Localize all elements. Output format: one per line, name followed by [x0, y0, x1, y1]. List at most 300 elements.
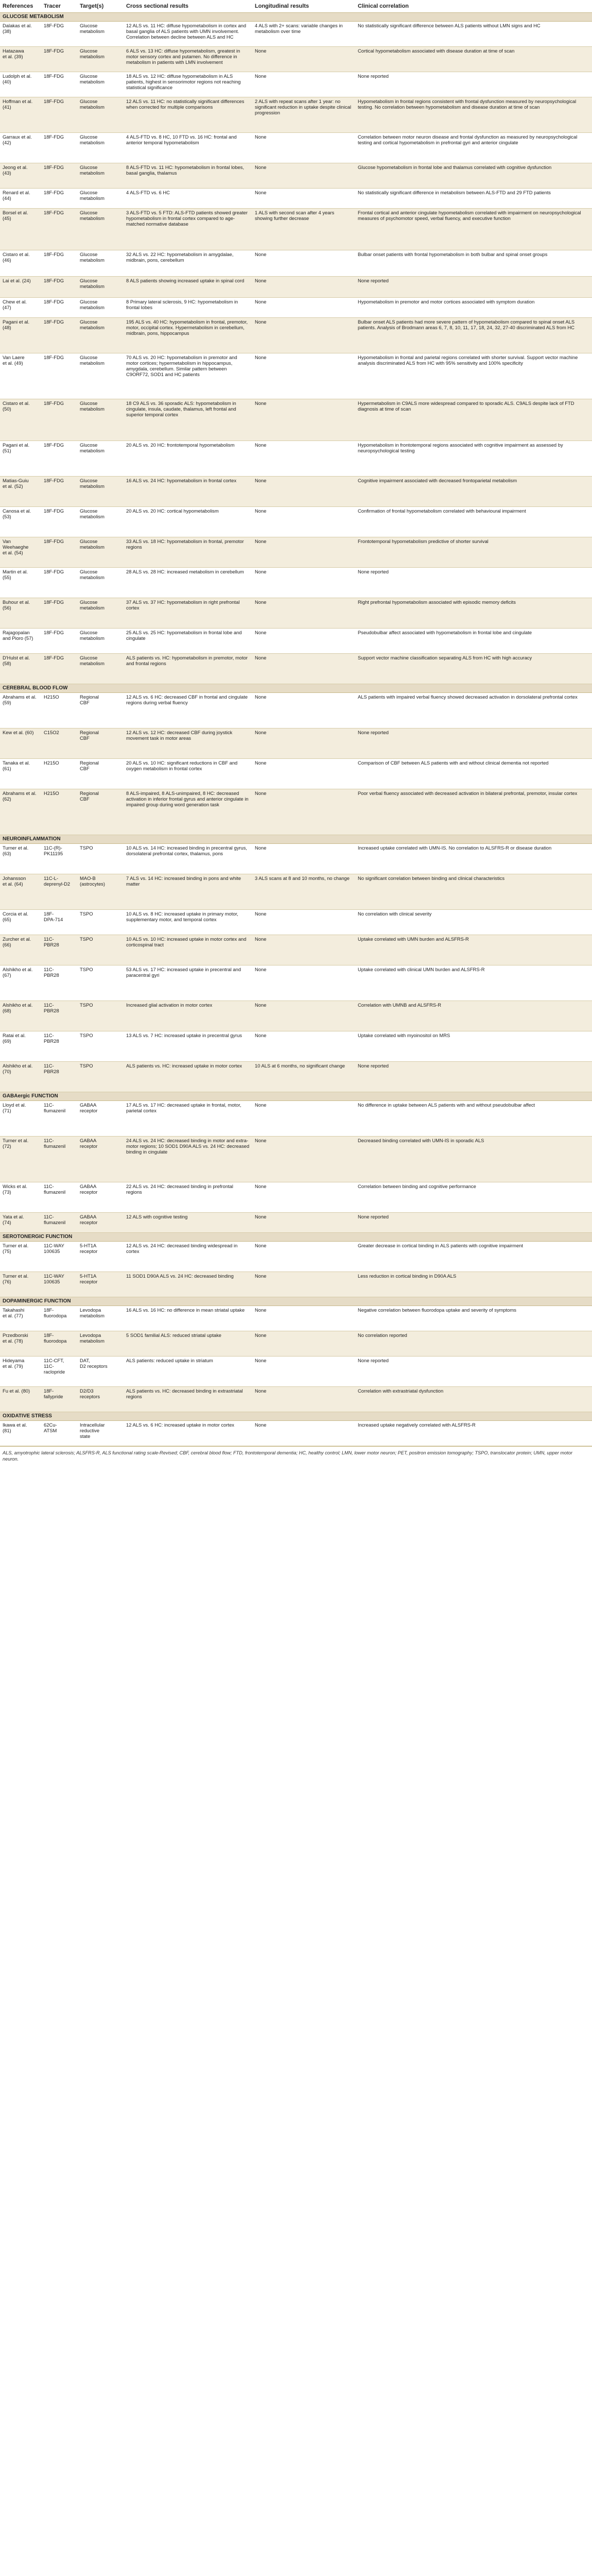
clinical-cell: No statistically significant difference between ALS patients without LMN signs and HC	[358, 23, 541, 28]
section-rows	[0, 1242, 592, 1297]
reference-cell: Ludolph et al. (40)	[3, 73, 32, 84]
clinical-cell: Uptake correlated with clinical UMN burden and ALSFRS-R	[358, 967, 485, 972]
reference-cell: Alshikho et al. (70)	[3, 1063, 33, 1074]
target-cell: Glucose metabolism	[80, 442, 105, 453]
table-row	[0, 250, 592, 277]
table-row	[0, 1101, 592, 1137]
table-row	[0, 654, 592, 684]
cross-sectional-cell: 8 ALS-FTD vs. 11 HC: hypometabolism in frontal lobes, basal ganglia, thalamus	[126, 164, 245, 176]
clinical-cell: None reported	[358, 569, 389, 574]
longitudinal-cell: None	[255, 400, 267, 406]
section-rows	[0, 1101, 592, 1233]
reference-cell: Hideyama et al. (79)	[3, 1358, 25, 1369]
cross-sectional-cell: 24 ALS vs. 24 HC: decreased binding in motor and extra-motor regions; 10 SOD1 D90A ALS vs. 24 HC: decreased binding in cingulate	[126, 1138, 250, 1155]
reference-cell: Alshikho et al. (68)	[3, 1002, 33, 1013]
cross-sectional-cell: 7 ALS vs. 14 HC: increased binding in pons and white matter	[126, 875, 241, 887]
tracer-cell: 18F-FDG	[44, 299, 64, 304]
table-row	[0, 1357, 592, 1387]
longitudinal-cell: None	[255, 1214, 267, 1219]
reference-cell: Matias-Guiu et al. (52)	[3, 478, 29, 489]
tracer-cell: 11C- PBR28	[44, 1032, 59, 1044]
clinical-cell: Glucose hypometabolism in frontal lobe and thalamus correlated with cognitive dysfunction	[358, 164, 552, 170]
table-footnote: ALS, amyotrophic lateral sclerosis; ALSFRS-R, ALS functional rating scale-Revised; CBF, cerebral blood flow; FTD, frontotemporal dementia; HC, healthy control; LMN, lower motor neuron; PET, positron emission tomography; TSPO, translocator protein; UMN, upper motor neuron.	[0, 1446, 592, 1465]
tracer-cell: H215O	[44, 694, 59, 700]
clinical-cell: No correlation with clinical severity	[358, 911, 432, 917]
table-row	[0, 1001, 592, 1031]
target-cell: 5-HT1A receptor	[80, 1273, 98, 1284]
cross-sectional-cell: 6 ALS vs. 13 HC: diffuse hypometabolism, greatest in motor sensory cortex and putamen. No difference in metabolism in patients with LMN involvement	[126, 48, 240, 65]
clinical-cell: Hypometabolism in premotor and motor cortices associated with symptom duration	[358, 299, 535, 304]
target-cell: Glucose metabolism	[80, 569, 105, 580]
clinical-cell: Right prefrontal hypometabolism associated with episodic memory deficits	[358, 599, 516, 605]
tracer-cell: 11C- PBR28	[44, 1002, 59, 1013]
tracer-cell: 18F-FDG	[44, 164, 64, 170]
longitudinal-cell: 3 ALS scans at 8 and 10 months, no change	[255, 875, 350, 881]
clinical-cell: Pseudobulbar affect associated with hypometabolism in frontal lobe and cingulate	[358, 630, 532, 635]
clinical-cell: None reported	[358, 1063, 389, 1069]
reference-cell: Corcia et al. (65)	[3, 911, 29, 922]
table-row	[0, 277, 592, 298]
tracer-cell: 11C- flumazenil	[44, 1138, 66, 1149]
clinical-cell: Poor verbal fluency associated with decreased activation in bilateral prefrontal, premotor, insular cortex	[358, 790, 578, 796]
table-row	[0, 874, 592, 910]
tracer-cell: 18F-FDG	[44, 190, 64, 195]
longitudinal-cell: None	[255, 1138, 267, 1143]
reference-cell: Renard et al. (44)	[3, 190, 30, 201]
clinical-cell: Hypometabolism in frontal regions consistent with frontal dysfunction measured by neuropsychological testing. No correlation between hypometabolism and disease duration at time of scan	[358, 98, 577, 110]
clinical-cell: None reported	[358, 730, 389, 735]
target-cell: Levodopa metabolism	[80, 1332, 105, 1344]
clinical-cell: Less reduction in cortical binding in D90A ALS	[358, 1273, 457, 1279]
target-cell: Glucose metabolism	[80, 98, 105, 110]
table-row	[0, 399, 592, 441]
reference-cell: Alshikho et al. (67)	[3, 967, 33, 978]
tracer-cell: 11C-WAY 100635	[44, 1273, 64, 1284]
cross-sectional-cell: 8 ALS-impaired, 8 ALS-unimpaired, 8 HC: decreased activation in inferior frontal gyrus and anterior cingulate in impaired group during word generation task	[126, 790, 249, 807]
clinical-cell: None reported	[358, 73, 389, 79]
section-heading: CEREBRAL BLOOD FLOW	[0, 684, 592, 693]
table-row	[0, 537, 592, 568]
reference-cell: D'Hulst et al. (58)	[3, 655, 30, 666]
cross-sectional-cell: 3 ALS-FTD vs. 5 FTD: ALS-FTD patients showed greater hypometabolism in frontal cortex compared to age-matched normative database	[126, 210, 248, 227]
table-row	[0, 1421, 592, 1446]
tracer-cell: 18F- fallypride	[44, 1388, 63, 1399]
longitudinal-cell: None	[255, 299, 267, 304]
tracer-cell: 18F-FDG	[44, 599, 64, 605]
tracer-cell: 18F-FDG	[44, 73, 64, 79]
reference-cell: Abrahams et al. (59)	[3, 694, 37, 705]
longitudinal-cell: None	[255, 48, 267, 54]
target-cell: Glucose metabolism	[80, 210, 105, 221]
table-row	[0, 910, 592, 935]
cross-sectional-cell: 12 ALS vs. 11 HC: no statistically significant differences when corrected for multiple comparisons	[126, 98, 245, 110]
tracer-cell: 11C- PBR28	[44, 967, 59, 978]
reference-cell: Hatazawa et al. (39)	[3, 48, 24, 59]
reference-cell: Tanaka et al. (61)	[3, 760, 30, 771]
cross-sectional-cell: 37 ALS vs. 37 HC: hypometabolism in right prefrontal cortex	[126, 599, 240, 611]
tracer-cell: 18F-FDG	[44, 478, 64, 483]
table-row	[0, 507, 592, 537]
cross-sectional-cell: ALS patients: reduced uptake in striatum	[126, 1358, 213, 1363]
cross-sectional-cell: 12 ALS vs. 12 HC: decreased CBF during joystick movement task in motor areas	[126, 730, 233, 741]
longitudinal-cell: None	[255, 278, 267, 283]
tracer-cell: H215O	[44, 790, 59, 796]
clinical-cell: Decreased binding correlated with UMN-IS in sporadic ALS	[358, 1138, 484, 1143]
section-rows	[0, 22, 592, 684]
longitudinal-cell: None	[255, 694, 267, 700]
table-row	[0, 598, 592, 629]
cross-sectional-cell: 32 ALS vs. 22 HC: hypometabolism in amygdalae, midbrain, pons, cerebellum	[126, 251, 234, 263]
clinical-cell: Correlation with UMNB and ALSFRS-R	[358, 1002, 442, 1008]
clinical-cell: Correlation between binding and cognitive performance	[358, 1183, 476, 1189]
cross-sectional-cell: 10 ALS vs. 10 HC: increased uptake in motor cortex and corticospinal tract	[126, 936, 247, 947]
tracer-cell: 18F- fluorodopa	[44, 1332, 67, 1344]
reference-cell: Lloyd et al. (71)	[3, 1102, 26, 1113]
cross-sectional-cell: 20 ALS vs. 20 HC: cortical hypometabolism	[126, 508, 219, 514]
target-cell: TSPO	[80, 967, 93, 972]
column-header-clinical: Clinical correlation	[358, 3, 409, 9]
table-row	[0, 844, 592, 874]
section-heading: NEUROINFLAMMATION	[0, 835, 592, 844]
reference-cell: Cistaro et al. (46)	[3, 251, 30, 263]
cross-sectional-cell: ALS patients vs. HC: decreased binding in extrastriatal regions	[126, 1388, 243, 1399]
tracer-cell: 18F-FDG	[44, 442, 64, 448]
cross-sectional-cell: 10 ALS vs. 8 HC: increased uptake in primary motor, supplementary motor, and temporal cortex	[126, 911, 238, 922]
target-cell: Glucose metabolism	[80, 299, 105, 310]
table-row	[0, 318, 592, 353]
tracer-cell: 18F-FDG	[44, 569, 64, 574]
table-row	[0, 441, 592, 477]
section-rows	[0, 1306, 592, 1412]
cross-sectional-cell: Increased glial activation in motor cortex	[126, 1002, 213, 1008]
table-row	[0, 1387, 592, 1412]
clinical-cell: Increased uptake negatively correlated with ALSFRS-R	[358, 1422, 476, 1428]
cross-sectional-cell: 16 ALS vs. 24 HC: hypometabolism in frontal cortex	[126, 478, 237, 483]
cross-sectional-cell: 4 ALS-FTD vs. 8 HC, 10 FTD vs. 16 HC: frontal and anterior temporal hypometabolism	[126, 134, 237, 145]
reference-cell: Lai et al. (24)	[3, 278, 31, 283]
table-body	[0, 13, 592, 1446]
reference-cell: Kew et al. (60)	[3, 730, 34, 735]
table-row	[0, 629, 592, 654]
table-row	[0, 477, 592, 507]
longitudinal-cell: None	[255, 1332, 267, 1338]
longitudinal-cell: None	[255, 1422, 267, 1428]
tracer-cell: 11C- PBR28	[44, 936, 59, 947]
clinical-cell: ALS patients with impaired verbal fluency showed decreased activation in dorsolateral prefrontal cortex	[358, 694, 578, 700]
target-cell: D2/D3 receptors	[80, 1388, 100, 1399]
clinical-cell: Comparison of CBF between ALS patients with and without clinical dementia not reported	[358, 760, 549, 766]
table-row	[0, 935, 592, 965]
longitudinal-cell: None	[255, 936, 267, 942]
longitudinal-cell: 2 ALS with repeat scans after 1 year: no significant reduction in uptake despite clinical progression	[255, 98, 352, 115]
clinical-cell: Bulbar onset patients with frontal hypometabolism in both bulbar and spinal onset groups	[358, 251, 548, 257]
target-cell: Glucose metabolism	[80, 538, 105, 550]
target-cell: Glucose metabolism	[80, 23, 105, 34]
clinical-cell: Increased uptake correlated with UMN-IS. No correlation to ALSFRS-R or disease duration	[358, 845, 552, 851]
target-cell: Glucose metabolism	[80, 134, 105, 145]
longitudinal-cell: None	[255, 319, 267, 325]
tracer-cell: 18F-FDG	[44, 48, 64, 54]
column-header-cross-sectional: Cross sectional results	[126, 3, 189, 9]
target-cell: GABAA receptor	[80, 1183, 98, 1195]
longitudinal-cell: None	[255, 599, 267, 605]
cross-sectional-cell: 25 ALS vs. 25 HC: hypometabolism in frontal lobe and cingulate	[126, 630, 242, 641]
longitudinal-cell: None	[255, 1102, 267, 1108]
longitudinal-cell: None	[255, 655, 267, 660]
cross-sectional-cell: 18 ALS vs. 12 HC: diffuse hypometabolism in ALS patients, highest in sensorimotor regions not reaching statistical significance	[126, 73, 241, 90]
longitudinal-cell: None	[255, 508, 267, 514]
cross-sectional-cell: 53 ALS vs. 17 HC: increased uptake in precentral and paracentral gyri	[126, 967, 241, 978]
section-heading: GLUCOSE METABOLISM	[0, 13, 592, 22]
clinical-cell: Uptake correlated with UMN burden and ALSFRS-R	[358, 936, 469, 942]
longitudinal-cell: None	[255, 1243, 267, 1248]
target-cell: Glucose metabolism	[80, 164, 105, 176]
table-row	[0, 759, 592, 789]
table-row	[0, 1272, 592, 1297]
cross-sectional-cell: 16 ALS vs. 16 HC: no difference in mean striatal uptake	[126, 1307, 245, 1313]
target-cell: GABAA receptor	[80, 1138, 98, 1149]
section-heading: DOPAMINERGIC FUNCTION	[0, 1297, 592, 1306]
target-cell: TSPO	[80, 845, 93, 851]
column-header-longitudinal: Longitudinal results	[255, 3, 309, 9]
cross-sectional-cell: 33 ALS vs. 18 HC: hypometabolism in frontal, premotor regions	[126, 538, 244, 550]
table-row	[0, 298, 592, 318]
target-cell: Regional CBF	[80, 694, 99, 705]
table-row	[0, 47, 592, 72]
tracer-cell: 62Cu- ATSM	[44, 1422, 57, 1433]
reference-cell: Turner et al. (72)	[3, 1138, 29, 1149]
reference-cell: Jeong et al. (43)	[3, 164, 28, 176]
reference-cell: Abrahams et al. (62)	[3, 790, 37, 802]
target-cell: DAT, D2 receptors	[80, 1358, 108, 1369]
longitudinal-cell: None	[255, 1273, 267, 1279]
clinical-cell: Hypometabolism in frontotemporal regions associated with cognitive impairment as assessed by neuropsychological testing	[358, 442, 563, 453]
cross-sectional-cell: 70 ALS vs. 20 HC: hypometabolism in premotor and motor cortices; hypermetabolism in hippocampus, amygdala, cerebellum. Similar pattern between C9ORF72, SOD1 and HC patients	[126, 354, 237, 377]
clinical-cell: Correlation between motor neuron disease and frontal dysfunction as measured by neuropsychological testing and cortical hypometabolism in prefrontal gyri and anterior cingulate	[358, 134, 578, 145]
cross-sectional-cell: ALS patients vs. HC: increased uptake in motor cortex	[126, 1063, 242, 1069]
longitudinal-cell: None	[255, 911, 267, 917]
tracer-cell: 18F- DPA-714	[44, 911, 63, 922]
cross-sectional-cell: 12 ALS vs. 11 HC: diffuse hypometabolism in cortex and basal ganglia of ALS patients with UMN involvement. Correlation between decline between ALS and HC	[126, 23, 247, 40]
clinical-cell: Hypermetabolism in C9ALS more widespread compared to sporadic ALS. C9ALS despite lack of FTD diagnosis at time of scan	[358, 400, 574, 412]
target-cell: Glucose metabolism	[80, 478, 105, 489]
longitudinal-cell: None	[255, 1183, 267, 1189]
column-header-targets: Target(s)	[80, 3, 104, 9]
cross-sectional-cell: 195 ALS vs. 40 HC: hypometabolism in frontal, premotor, motor, occipital cortex. Hypermetabolism in cerebellum, midbrain, pons, hippocampus	[126, 319, 248, 336]
table-row	[0, 789, 592, 835]
longitudinal-cell: None	[255, 73, 267, 79]
tracer-cell: 18F-FDG	[44, 508, 64, 514]
longitudinal-cell: None	[255, 760, 267, 766]
table-row	[0, 209, 592, 250]
tracer-cell: 18F-FDG	[44, 319, 64, 325]
table-header	[0, 0, 592, 13]
table-row	[0, 72, 592, 97]
table-row	[0, 1031, 592, 1062]
longitudinal-cell: None	[255, 1032, 267, 1038]
clinical-cell: Negative correlation between fluorodopa uptake and severity of symptoms	[358, 1307, 516, 1313]
reference-cell: Zurcher et al. (66)	[3, 936, 31, 947]
reference-cell: Johansson et al. (64)	[3, 875, 26, 887]
tracer-cell: 11C-(R)- PK11195	[44, 845, 63, 856]
tracer-cell: 18F-FDG	[44, 134, 64, 140]
target-cell: Glucose metabolism	[80, 400, 105, 412]
target-cell: Regional CBF	[80, 760, 99, 771]
column-header-tracer: Tracer	[44, 3, 61, 9]
longitudinal-cell: None	[255, 730, 267, 735]
cross-sectional-cell: 13 ALS vs. 7 HC: increased uptake in precentral gyrus	[126, 1032, 242, 1038]
column-header-references: References	[3, 3, 33, 9]
target-cell: TSPO	[80, 1063, 93, 1069]
clinical-cell: Cortical hypometabolism associated with disease duration at time of scan	[358, 48, 515, 54]
target-cell: Glucose metabolism	[80, 48, 105, 59]
reference-cell: Wicks et al. (73)	[3, 1183, 27, 1195]
target-cell: Glucose metabolism	[80, 508, 105, 519]
cross-sectional-cell: 11 SOD1 D90A ALS vs. 24 HC: decreased binding	[126, 1273, 234, 1279]
cross-sectional-cell: ALS patients vs. HC: hypometabolism in premotor, motor and frontal regions	[126, 655, 248, 666]
tracer-cell: 11C- PBR28	[44, 1063, 59, 1074]
target-cell: Regional CBF	[80, 730, 99, 741]
cross-sectional-cell: 18 C9 ALS vs. 36 sporadic ALS: hypometabolism in cingulate, insula, caudate, thalamus, left frontal and superior temporal cortex	[126, 400, 236, 417]
cross-sectional-cell: 20 ALS vs. 10 HC: significant reductions in CBF and oxygen metabolism in frontal cortex	[126, 760, 238, 771]
longitudinal-cell: None	[255, 1358, 267, 1363]
clinical-cell: Confirmation of frontal hypometabolism correlated with behavioural impairment	[358, 508, 526, 514]
target-cell: Glucose metabolism	[80, 278, 105, 289]
table-row	[0, 568, 592, 598]
target-cell: TSPO	[80, 936, 93, 942]
longitudinal-cell: 10 ALS at 6 months, no significant change	[255, 1063, 345, 1069]
tracer-cell: 18F-FDG	[44, 538, 64, 544]
longitudinal-cell: None	[255, 190, 267, 195]
longitudinal-cell: None	[255, 251, 267, 257]
reference-cell: Canosa et al. (53)	[3, 508, 31, 519]
clinical-cell: Bulbar onset ALS patients had more severe pattern of hypometabolism compared to spinal onset ALS patients. Analysis of Brodmann areas 6, 7, 8, 10, 11, 17, 18, 24, 32, 27-40 discriminated ALS from HC	[358, 319, 575, 330]
clinical-cell: Correlation with extrastriatal dysfunction	[358, 1388, 444, 1394]
target-cell: TSPO	[80, 911, 93, 917]
tracer-cell: 18F-FDG	[44, 278, 64, 283]
target-cell: Glucose metabolism	[80, 190, 105, 201]
reference-cell: Hoffman et al. (41)	[3, 98, 33, 110]
reference-cell: Dalakas et al. (38)	[3, 23, 32, 34]
target-cell: Intracellular reductive state	[80, 1422, 105, 1439]
target-cell: Glucose metabolism	[80, 655, 105, 666]
tracer-cell: 18F-FDG	[44, 655, 64, 660]
longitudinal-cell: None	[255, 845, 267, 851]
table-row	[0, 1213, 592, 1233]
table-row	[0, 1182, 592, 1213]
longitudinal-cell: None	[255, 967, 267, 972]
cross-sectional-cell: 17 ALS vs. 17 HC: decreased uptake in frontal, motor, parietal cortex	[126, 1102, 241, 1113]
clinical-cell: Uptake correlated with myoinositol on MRS	[358, 1032, 450, 1038]
reference-cell: Turner et al. (75)	[3, 1243, 29, 1254]
reference-cell: Cistaro et al. (50)	[3, 400, 30, 412]
longitudinal-cell: 1 ALS with second scan after 4 years showing further decrease	[255, 210, 335, 221]
clinical-cell: No correlation reported	[358, 1332, 407, 1338]
cross-sectional-cell: 12 ALS vs. 6 HC: increased uptake in motor cortex	[126, 1422, 234, 1428]
reference-cell: Yata et al. (74)	[3, 1214, 24, 1225]
target-cell: Regional CBF	[80, 790, 99, 802]
target-cell: Glucose metabolism	[80, 73, 105, 84]
reference-cell: Turner et al. (63)	[3, 845, 29, 856]
clinical-cell: Hypometabolism in frontal and parietal regions correlated with shorter survival. Support vector machine analysis discriminated ALS from HC with 95% sensitivity and 100% specificity	[358, 354, 578, 366]
table-row	[0, 1306, 592, 1331]
reference-cell: Buhour et al. (56)	[3, 599, 30, 611]
tracer-cell: H215O	[44, 760, 59, 766]
tracer-cell: 11C- flumazenil	[44, 1183, 66, 1195]
table-row	[0, 163, 592, 189]
cross-sectional-cell: 10 ALS vs. 14 HC: increased binding in precentral gyrus, dorsolateral prefrontal cortex, thalamus, pons	[126, 845, 248, 856]
tracer-cell: 11C- flumazenil	[44, 1102, 66, 1113]
reference-cell: Pagani et al. (51)	[3, 442, 30, 453]
table-row	[0, 1242, 592, 1272]
tracer-cell: 11C-WAY 100635	[44, 1243, 64, 1254]
tracer-cell: C15O2	[44, 730, 59, 735]
target-cell: GABAA receptor	[80, 1102, 98, 1113]
longitudinal-cell: None	[255, 1307, 267, 1313]
longitudinal-cell: None	[255, 478, 267, 483]
cross-sectional-cell: 28 ALS vs. 28 HC: increased metabolism in cerebellum	[126, 569, 244, 574]
table-row	[0, 693, 592, 728]
reference-cell: Borsel et al. (45)	[3, 210, 28, 221]
table-row	[0, 1331, 592, 1357]
longitudinal-cell: None	[255, 1388, 267, 1394]
clinical-cell: Frontotemporal hypometabolism predictive of shorter survival	[358, 538, 489, 544]
tracer-cell: 11C- flumazenil	[44, 1214, 66, 1225]
tracer-cell: 18F-FDG	[44, 251, 64, 257]
section-heading: GABAergic FUNCTION	[0, 1092, 592, 1101]
target-cell: Glucose metabolism	[80, 251, 105, 263]
reference-cell: Takahashi et al. (77)	[3, 1307, 25, 1318]
cross-sectional-cell: 22 ALS vs. 24 HC: decreased binding in prefrontal regions	[126, 1183, 233, 1195]
longitudinal-cell: None	[255, 164, 267, 170]
table-row	[0, 22, 592, 47]
table-row	[0, 1137, 592, 1182]
tracer-cell: 18F-FDG	[44, 630, 64, 635]
reference-cell: Fu et al. (80)	[3, 1388, 30, 1394]
reference-cell: Van Weehaeghe et al. (54)	[3, 538, 29, 555]
reference-cell: Garraux et al. (42)	[3, 134, 32, 145]
cross-sectional-cell: 20 ALS vs. 20 HC: frontotemporal hypometabolism	[126, 442, 235, 448]
clinical-cell: None reported	[358, 278, 389, 283]
tracer-cell: 11C-CFT, 11C-raclopride	[44, 1358, 65, 1375]
clinical-cell: No significant correlation between binding and clinical characteristics	[358, 875, 505, 881]
longitudinal-cell: None	[255, 790, 267, 796]
tracer-cell: 18F-FDG	[44, 98, 64, 104]
section-heading: OXIDATIVE STRESS	[0, 1412, 592, 1421]
tracer-cell: 11C-L- deprenyl-D2	[44, 875, 71, 887]
cross-sectional-cell: 12 ALS vs. 24 HC: decreased binding widespread in cortex	[126, 1243, 238, 1254]
target-cell: MAO-B (astrocytes)	[80, 875, 105, 887]
table-row	[0, 133, 592, 163]
target-cell: TSPO	[80, 1002, 93, 1008]
table-row	[0, 97, 592, 133]
table-row	[0, 189, 592, 209]
target-cell: 5-HT1A receptor	[80, 1243, 98, 1254]
target-cell: Glucose metabolism	[80, 630, 105, 641]
reference-cell: Martin et al. (55)	[3, 569, 28, 580]
reference-cell: Przedborski et al. (78)	[3, 1332, 28, 1344]
clinical-cell: Greater decrease in cortical binding in ALS patients with cognitive impairment	[358, 1243, 523, 1248]
reference-cell: Pagani et al. (48)	[3, 319, 30, 330]
target-cell: Glucose metabolism	[80, 354, 105, 366]
section-rows	[0, 844, 592, 1092]
cross-sectional-cell: 12 ALS vs. 6 HC: decreased CBF in frontal and cingulate regions during verbal fluency	[126, 694, 248, 705]
clinical-cell: Frontal cortical and anterior cingulate hypometabolism correlated with impairment on neuropsychological measures of psychomotor speed, verbal fluency, and executive function	[358, 210, 581, 221]
target-cell: TSPO	[80, 1032, 93, 1038]
reference-cell: Van Laere et al. (49)	[3, 354, 25, 366]
tracer-cell: 18F-FDG	[44, 400, 64, 406]
table-row	[0, 353, 592, 399]
